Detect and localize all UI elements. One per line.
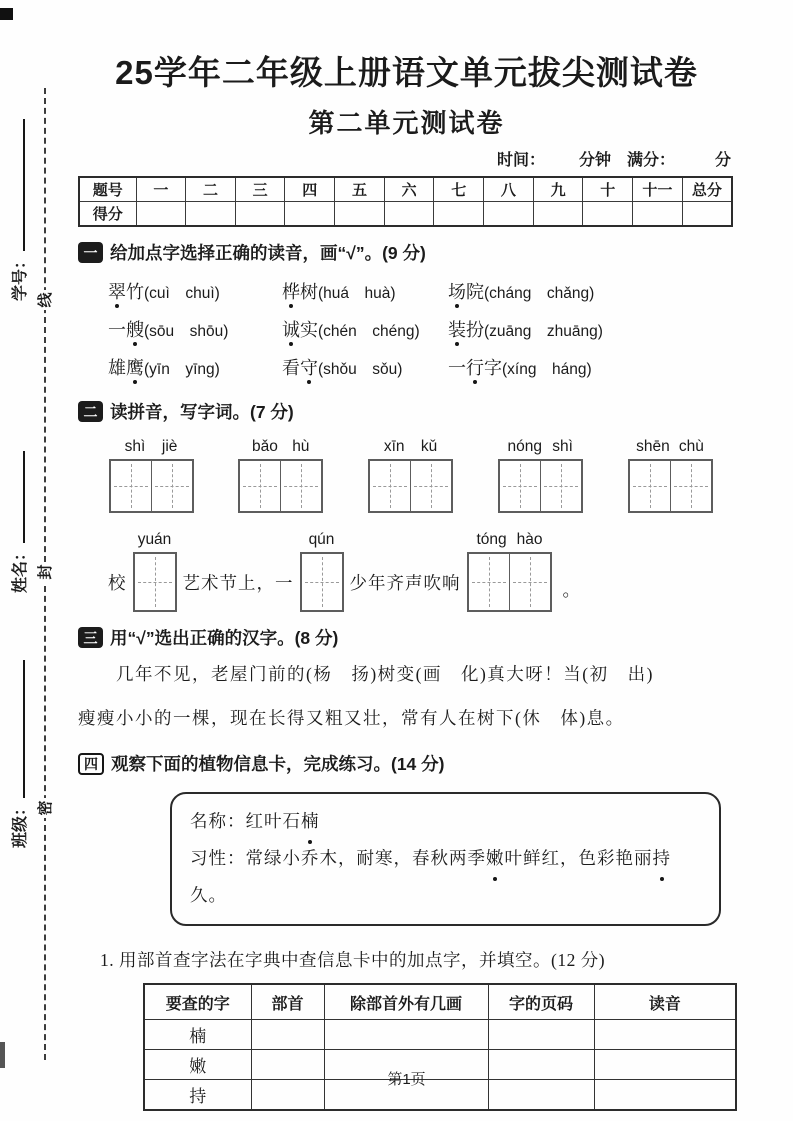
sentence-text: 艺术节上，一 [182,573,294,593]
pinyin-writing-group: tóng hào [467,531,553,612]
hanzi-writing-box [498,459,583,513]
pinyin-choice-item: 一行字(xíng háng) [448,354,735,380]
student-name-field [7,438,27,606]
question-col: 六 [384,177,434,202]
student-class-field [7,646,27,862]
pinyin-writing-group: yuán [133,531,177,612]
score-label: 得分 [79,202,136,227]
question-number-label: 题号 [79,177,136,202]
section3-paragraph-line1: 几年不见，老屋门前的(杨 扬)树变(画 化)真大呀！当(初 出) [116,664,654,684]
section2-number-badge: 二 [78,401,103,422]
section3-header [78,625,735,650]
pinyin-choice-item: 翠竹(cuì chuì) [108,278,282,304]
section1-number-badge: 一 [78,242,103,263]
hanzi-cell [469,554,509,610]
question-col: 十 [583,177,633,202]
page-number: 第1页 [387,1071,426,1088]
section1-title: 给加点字选择正确的读音，画“√”。(9 分) [110,243,426,263]
answer-cell [488,1020,594,1050]
lookup-char: 嫩 [144,1050,251,1080]
question-col: 八 [484,177,534,202]
col-header: 部首 [251,984,324,1020]
section3-number-badge: 三 [78,627,103,648]
lookup-header-row [144,984,736,1020]
student-id-label: 学号： [12,253,29,302]
score-table [78,176,733,227]
hanzi-writing-box [133,552,177,612]
score-cell [434,202,484,227]
col-header: 要查的字 [144,984,251,1020]
student-name-label: 姓名： [12,545,29,594]
pinyin-writing-group: shì jiè [108,438,194,513]
question-col: 五 [335,177,385,202]
pinyin-write-row [108,438,713,513]
sentence-fill-row [108,531,735,612]
section4-title: 观察下面的植物信息卡，完成练习。(14 分) [111,754,445,774]
hanzi-cell [370,461,410,511]
seal-char-feng: 封 [34,562,58,582]
sentence-text: 少年齐声吹响 [349,573,461,593]
student-class-label: 班级： [12,800,29,849]
score-cell [682,202,732,227]
pinyin-choice-item: 装扮(zuāng zhuāng) [448,316,735,342]
pinyin-choice-item: 诚实(chén chéng) [282,316,448,342]
hanzi-writing-box [109,459,194,513]
seal-char-mi: 密 [34,798,58,818]
scan-artifact [0,8,13,20]
hanzi-cell [630,461,670,511]
score-cell [335,202,385,227]
section4-number-badge: 四 [78,753,104,775]
answer-cell [324,1020,488,1050]
full-score-label: 满分： [626,152,675,169]
section1-header [78,240,735,265]
pinyin-writing-group: shēn chù [627,438,713,513]
hanzi-cell [410,461,451,511]
student-class-blank [11,660,25,798]
pinyin-writing-group: xīn kǔ [368,438,454,513]
answer-cell [251,1020,324,1050]
question-col: 四 [285,177,335,202]
plant-habit-line: 习性：常绿小乔木，耐寒，春秋两季嫩叶鲜红，色彩艳丽持久。 [190,840,701,914]
score-cell [235,202,285,227]
section1-items [108,272,735,386]
score-table-question-row [79,177,732,202]
section4-header [78,751,735,776]
question-col: 二 [186,177,236,202]
plant-name-line: 名称：红叶石楠 [190,803,701,840]
question-col: 一 [136,177,186,202]
time-unit: 分钟 [578,152,611,169]
score-cell [583,202,633,227]
full-score-unit: 分 [714,152,731,169]
hanzi-cell [280,461,321,511]
question-col: 十一 [633,177,683,202]
score-cell [285,202,335,227]
plant-info-card [170,792,721,926]
pinyin-choice-item: 雄鹰(yīn yīng) [108,354,282,380]
hanzi-cell [111,461,151,511]
hanzi-cell [135,554,175,610]
score-cell [633,202,683,227]
score-cell [533,202,583,227]
hanzi-cell [302,554,342,610]
col-header: 除部首外有几画 [324,984,488,1020]
hanzi-writing-box [467,552,552,612]
hanzi-writing-box [628,459,713,513]
seal-char-xian: 线 [34,290,58,310]
hanzi-writing-box [368,459,453,513]
pinyin-choice-item: 一艘(sōu shōu) [108,316,282,342]
student-id-blank [11,119,25,251]
answer-cell [594,1020,736,1050]
col-header: 读音 [594,984,736,1020]
section2-title: 读拼音，写字词。(7 分) [110,402,294,422]
sentence-text: 。 [562,580,581,600]
scan-artifact [0,1042,5,1068]
time-score-line [78,147,735,170]
section2-header [78,399,735,424]
hanzi-writing-box [238,459,323,513]
score-cell [136,202,186,227]
hanzi-cell [240,461,280,511]
question-col: 总分 [682,177,732,202]
score-cell [384,202,434,227]
student-name-blank [11,451,25,543]
dictionary-lookup-table [143,983,737,1111]
question-col: 九 [533,177,583,202]
score-table-score-row [79,202,732,227]
section3-title: 用“√”选出正确的汉字。(8 分) [110,628,339,648]
student-id-field [7,105,27,315]
time-label: 时间： [496,152,545,169]
hanzi-cell [670,461,711,511]
hanzi-cell [509,554,550,610]
lookup-char: 楠 [144,1020,251,1050]
paper-title: 25学年二年级上册语文单元拔尖测试卷 [115,54,698,91]
score-cell [186,202,236,227]
lookup-char: 持 [144,1080,251,1111]
pinyin-choice-item: 看守(shǒu sǒu) [282,354,448,380]
hanzi-cell [540,461,581,511]
lookup-row [144,1020,736,1050]
score-cell [484,202,534,227]
question-col: 三 [235,177,285,202]
pinyin-writing-group: qún [300,531,344,612]
hanzi-writing-box [300,552,344,612]
col-header: 字的页码 [488,984,594,1020]
pinyin-choice-item: 场院(cháng chǎng) [448,278,735,304]
question1-text: 1. 用部首查字法在字典中查信息卡中的加点字，并填空。(12 分) [100,950,606,970]
sentence-text: 校 [108,573,127,593]
hanzi-cell [151,461,192,511]
pinyin-writing-group: nóng shì [497,438,583,513]
hanzi-cell [500,461,540,511]
section3-paragraph-line2: 瘦瘦小小的一棵，现在长得又粗又壮，常有人在树下(休 体)息。 [78,708,625,728]
pinyin-writing-group: bǎo hù [238,438,324,513]
pinyin-choice-item: 桦树(huá huà) [282,278,448,304]
unit-title: 第二单元测试卷 [308,108,505,138]
question-col: 七 [434,177,484,202]
